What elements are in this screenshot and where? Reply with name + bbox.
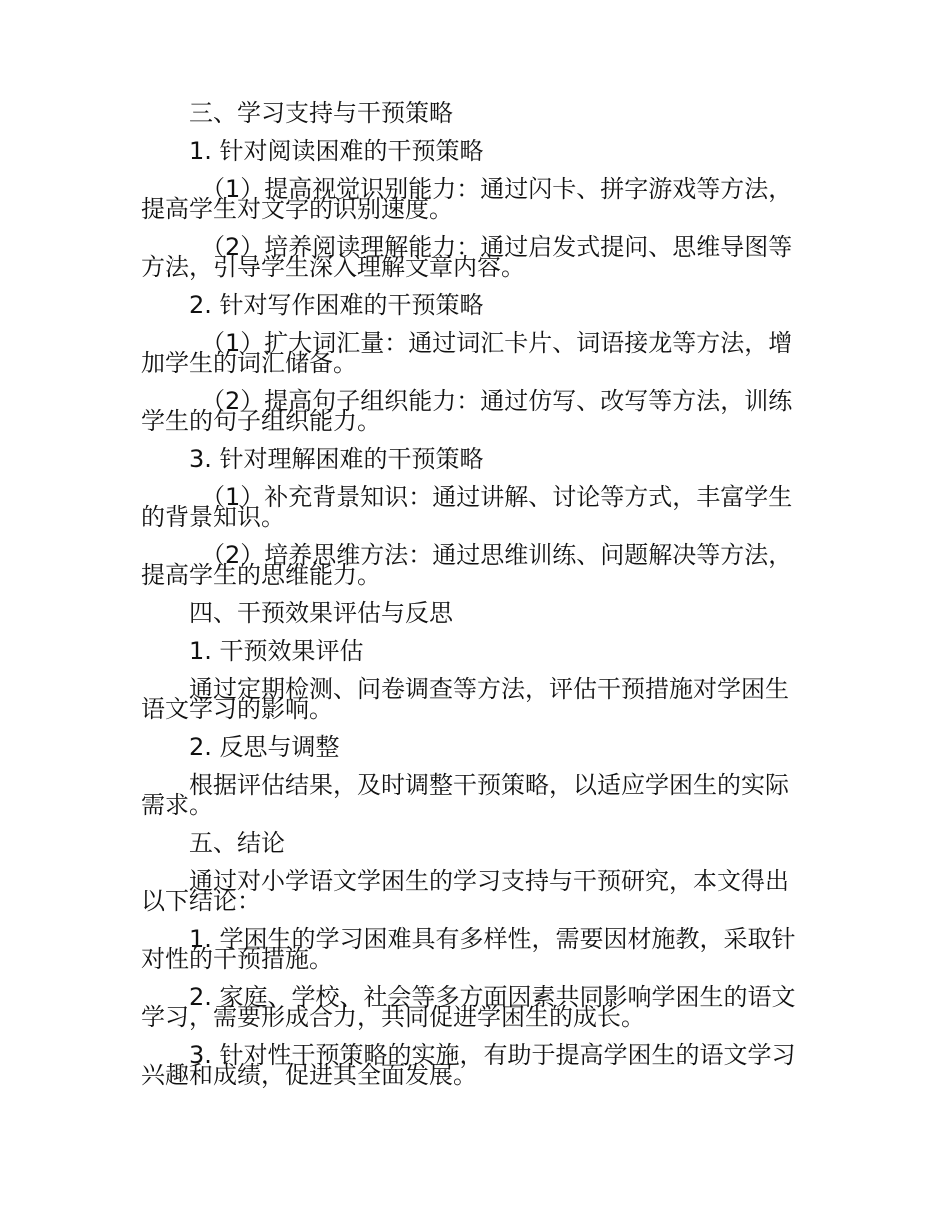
body-paragraph: 根据评估结果，及时调整干预策略，以适应学困生的实际需求。 xyxy=(141,771,789,819)
conclusion-item: 3. 针对性干预策略的实施，有助于提高学困生的语文学习兴趣和成绩，促进其全面发展。 xyxy=(141,1041,796,1089)
subsection-heading: 2. 反思与调整 xyxy=(189,733,340,761)
strategy-item: （2）提高句子组织能力：通过仿写、改写等方法，训练学生的句子组织能力。 xyxy=(141,387,793,435)
body-paragraph: 通过对小学语文学困生的学习支持与干预研究，本文得出以下结论： xyxy=(141,867,789,915)
subsection-heading: 2. 针对写作困难的干预策略 xyxy=(189,291,484,319)
body-paragraph: 通过定期检测、问卷调查等方法，评估干预措施对学困生语文学习的影响。 xyxy=(141,675,789,723)
strategy-item: （2）培养思维方法：通过思维训练、问题解决等方法，提高学生的思维能力。 xyxy=(141,541,793,589)
strategy-item: （1）扩大词汇量：通过词汇卡片、词语接龙等方法，增加学生的词汇储备。 xyxy=(141,329,793,377)
section-heading: 五、结论 xyxy=(189,829,285,857)
strategy-item: （1）提高视觉识别能力：通过闪卡、拼字游戏等方法，提高学生对文字的识别速度。 xyxy=(141,175,793,223)
document-body xyxy=(141,99,809,1089)
strategy-item: （1）补充背景知识：通过讲解、讨论等方式，丰富学生的背景知识。 xyxy=(141,483,793,531)
subsection-heading: 3. 针对理解困难的干预策略 xyxy=(189,445,484,473)
section-heading: 三、学习支持与干预策略 xyxy=(189,99,453,127)
strategy-item: （2）培养阅读理解能力：通过启发式提问、思维导图等方法，引导学生深入理解文章内容。 xyxy=(141,233,793,281)
subsection-heading: 1. 干预效果评估 xyxy=(189,637,364,665)
conclusion-item: 2. 家庭、学校、社会等多方面因素共同影响学困生的语文学习，需要形成合力，共同促进学困生的成长。 xyxy=(141,983,796,1031)
subsection-heading: 1. 针对阅读困难的干预策略 xyxy=(189,137,484,165)
conclusion-item: 1. 学困生的学习困难具有多样性，需要因材施教，采取针对性的干预措施。 xyxy=(141,925,796,973)
section-heading: 四、干预效果评估与反思 xyxy=(189,599,453,627)
